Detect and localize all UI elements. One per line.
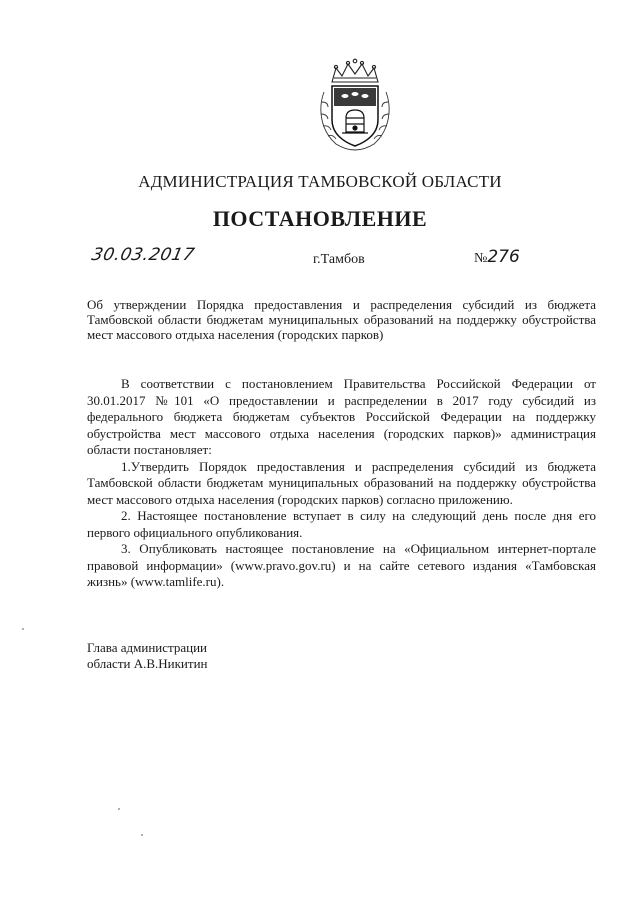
body-paragraph: 3. Опубликовать настоящее постановление на «Официальном интернет-портале правовой информации» (www.pravo.gov.ru) и на сайте сетевого издания «Тамбовская жизнь» (www.tamlife.ru). <box>87 541 596 589</box>
body-paragraph: 1.Утвердить Порядок предоставления и распределения субсидий из бюджета Тамбовской области бюджетам муниципальных образований на поддержку обустройства мест массового отдыха населения (городских парков) согласно приложению. <box>87 458 596 507</box>
document-number <box>474 247 520 267</box>
document-city: г.Тамбов <box>313 252 365 267</box>
number-label: № <box>474 251 488 266</box>
document-type-title: ПОСТАНОВЛЕНИЕ <box>212 206 428 231</box>
number-value: 276 <box>487 247 520 267</box>
scan-speck <box>22 628 24 630</box>
organization-name: АДМИНИСТРАЦИЯ ТАМБОВСКОЙ ОБЛАСТИ <box>138 172 502 191</box>
signature-line-2: области А.В.Никитин <box>87 656 208 671</box>
body-paragraph: В соответствии с постановлением Правительства Российской Федерации от 30.01.2017 №101 «О предоставлении и распределении в 2017 году субсидий из федерального бюджета бюджетам субъектов Российской Федерации на поддержку обустройства мест массового отдыха населения (городских парков)» администрация области постановляет: <box>87 376 596 457</box>
scan-speck <box>118 808 120 810</box>
coat-of-arms-icon <box>314 58 396 152</box>
body-paragraph: 2. Настоящее постановление вступает в силу на следующий день после дня его первого официального опубликования. <box>87 508 596 540</box>
document-date: 30.03.2017 <box>89 245 197 265</box>
document-body <box>87 376 596 591</box>
signature-line-1: Глава администрации <box>87 640 208 655</box>
signature-block <box>87 640 207 672</box>
scan-speck <box>141 834 143 836</box>
document-subject: Об утверждении Порядка предоставления и распределения субсидий из бюджета Тамбовской области бюджетам муниципальных образований на поддержку обустройства мест массового отдыха населения (городских парков) <box>87 297 596 342</box>
